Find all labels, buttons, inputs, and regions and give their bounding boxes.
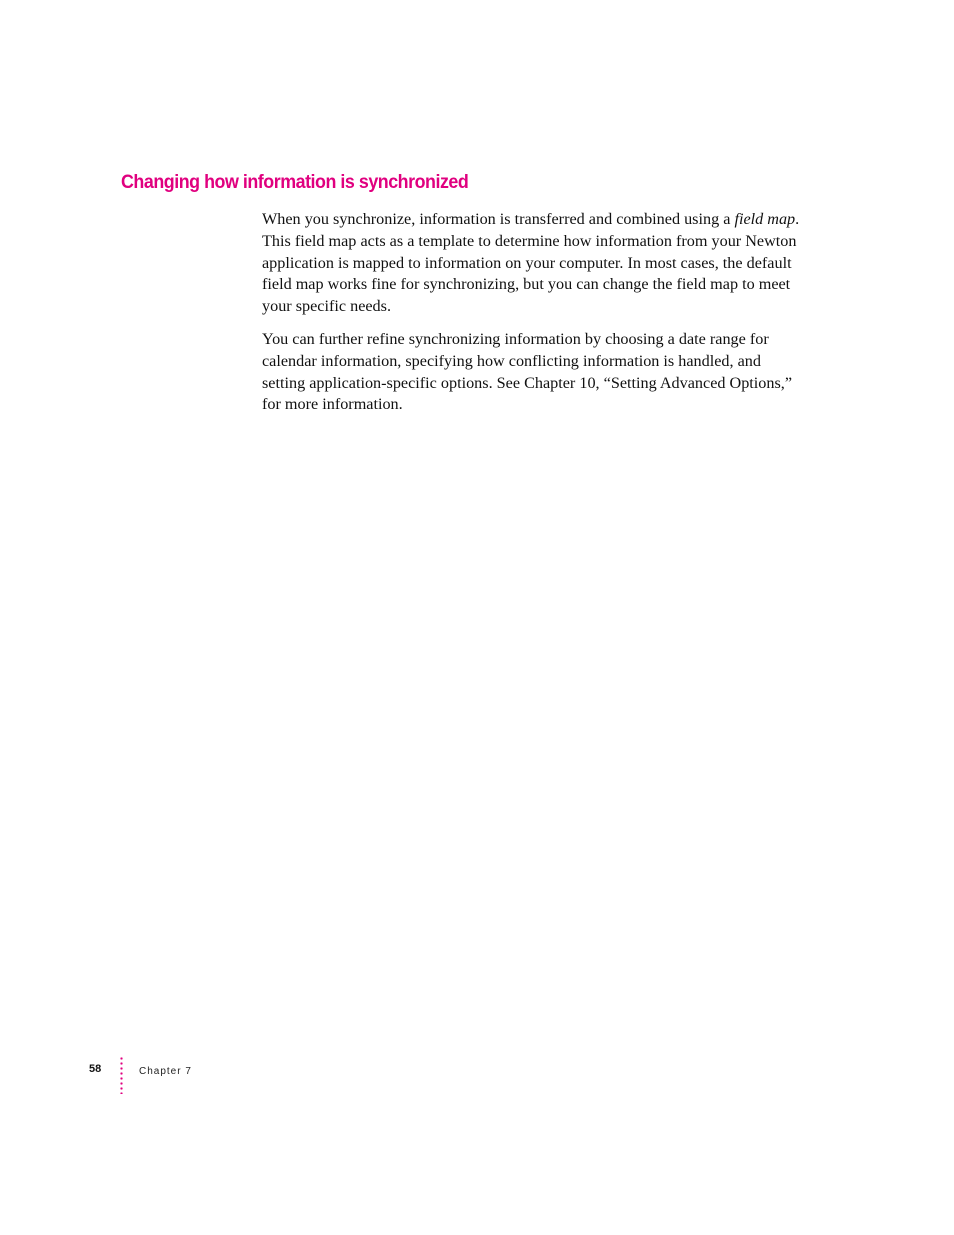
- page-number: 58: [89, 1063, 102, 1075]
- page-footer: [0, 1054, 954, 1094]
- paragraph-field-map: [262, 209, 807, 318]
- paragraph-refine-options: You can further refine synchronizing information by choosing a date range for calendar information, specifying how conflicting information is handled, and setting application-specific options. See Chapter 10, “Setting Advanced Options,” for more information.: [262, 329, 793, 414]
- term-field-map: field map: [734, 210, 796, 228]
- dotted-divider: [120, 1056, 123, 1094]
- paragraph-1-text-after: . This field map acts as a template to determine how information from your Newton application is mapped to information on your computer. In most cases, the default field map works fine for synchronizing, but you can change the field map to meet your specific needs.: [262, 210, 800, 316]
- paragraph-1-text-before: When you synchronize, information is transferred and combined using a: [262, 210, 735, 228]
- section-heading: Changing how information is synchronized: [121, 172, 469, 193]
- chapter-label: Chapter 7: [139, 1066, 192, 1077]
- body-text: [262, 209, 807, 427]
